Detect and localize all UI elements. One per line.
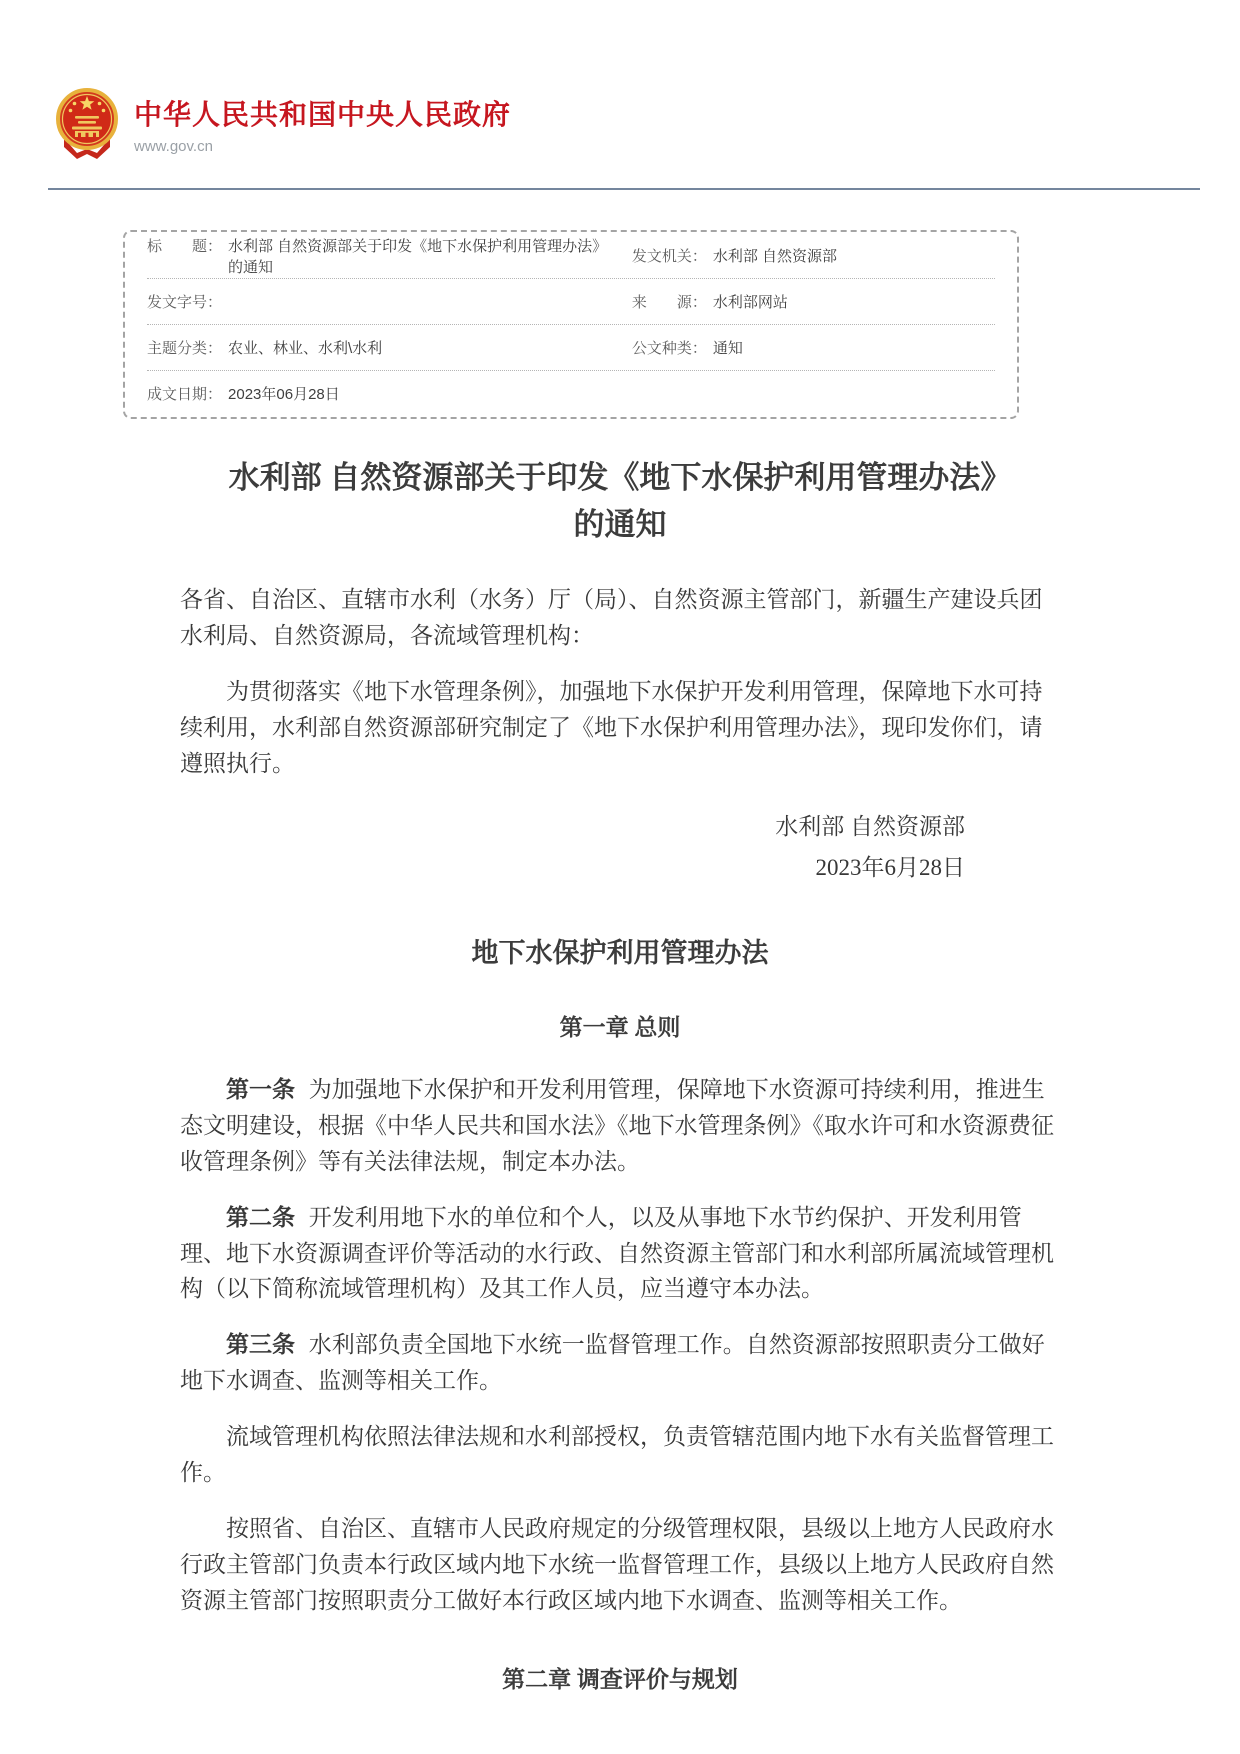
article-2-lead: 第二条 <box>226 1204 295 1230</box>
meta-value-category: 农业、林业、水利\水利 <box>228 340 383 357</box>
article-3-paragraph-3: 按照省、自治区、直辖市人民政府规定的分级管理权限，县级以上地方人民政府水行政主管部门负责本行政区域内地下水统一监督管理工作，县级以上地方人民政府自然资源主管部门按照职责分工做好本行政区域内地下水调查、监测等相关工作。 <box>180 1515 1054 1613</box>
meta-row-category <box>147 325 995 371</box>
document-title: 水利部 自然资源部关于印发《地下水保护利用管理办法》的通知 <box>228 460 1012 542</box>
meta-label-category: 主题分类： <box>147 340 223 357</box>
signoff-date: 2023年6月28日 <box>815 855 965 881</box>
article-3-paragraph <box>180 1327 1060 1399</box>
measure-title: 地下水保护利用管理办法 <box>471 938 769 969</box>
meta-row-title <box>147 233 995 279</box>
meta-label-title: 标 题： <box>147 237 223 255</box>
chapter-2-heading: 第二章 调查评价与规划 <box>502 1667 738 1693</box>
meta-row-doc-number <box>147 279 995 325</box>
article-1-paragraph <box>180 1072 1060 1180</box>
intro-paragraph: 为贯彻落实《地下水管理条例》，加强地下水保护开发利用管理，保障地下水可持续利用，水利部自然资源部研究制定了《地下水保护利用管理办法》，现印发你们，请遵照执行。 <box>180 678 1043 776</box>
meta-label-source: 来 源： <box>631 294 707 311</box>
meta-label-doc-number: 发文字号： <box>147 294 223 311</box>
article-3-lead: 第三条 <box>226 1332 295 1358</box>
meta-value-doc-type: 通知 <box>712 340 743 357</box>
meta-row-date <box>147 371 995 416</box>
site-url[interactable]: www.gov.cn <box>134 138 213 155</box>
national-emblem-icon <box>55 88 119 160</box>
gov-home-link[interactable] <box>55 88 1200 160</box>
chapter-1-heading: 第一章 总则 <box>559 1015 681 1041</box>
article-1-lead: 第一条 <box>226 1077 295 1103</box>
meta-value-source: 水利部网站 <box>712 294 788 311</box>
signoff-organization: 水利部 自然资源部 <box>775 814 965 840</box>
document-meta-box <box>123 230 1019 419</box>
salutation-paragraph: 各省、自治区、直辖市水利（水务）厅（局）、自然资源主管部门，新疆生产建设兵团水利局、自然资源局，各流域管理机构： <box>180 587 1043 648</box>
meta-label-issuing-agency: 发文机关： <box>631 248 707 265</box>
site-header <box>0 0 1240 160</box>
header-divider <box>48 188 1200 190</box>
meta-label-doc-type: 公文种类： <box>631 340 707 357</box>
article-3-text: 水利部负责全国地下水统一监督管理工作。自然资源部按照职责分工做好地下水调查、监测等相关工作。 <box>180 1332 1045 1394</box>
document-body <box>180 455 1060 1698</box>
article-3-paragraph-2: 流域管理机构依照法律法规和水利部授权，负责管辖范围内地下水有关监督管理工作。 <box>180 1424 1054 1485</box>
article-2-text: 开发利用地下水的单位和个人，以及从事地下水节约保护、开发利用管理、地下水资源调查评价等活动的水行政、自然资源主管部门和水利部所属流域管理机构（以下简称流域管理机构）及其工作人员，应当遵守本办法。 <box>180 1204 1054 1302</box>
logo-text <box>134 93 511 155</box>
meta-label-date: 成文日期： <box>147 386 223 403</box>
signoff-block <box>180 809 1060 886</box>
site-title[interactable]: 中华人民共和国中央人民政府 <box>134 99 512 130</box>
meta-value-title: 水利部 自然资源部关于印发《地下水保护利用管理办法》的通知 <box>228 237 608 276</box>
meta-value-date: 2023年06月28日 <box>228 386 340 403</box>
meta-value-issuing-agency: 水利部 自然资源部 <box>712 248 838 265</box>
article-2-paragraph <box>180 1200 1060 1308</box>
article-1-text: 为加强地下水保护和开发利用管理，保障地下水资源可持续利用，推进生态文明建设，根据《中华人民共和国水法》《地下水管理条例》《取水许可和水资源费征收管理条例》等有关法律法规，制定本办法。 <box>180 1077 1054 1174</box>
